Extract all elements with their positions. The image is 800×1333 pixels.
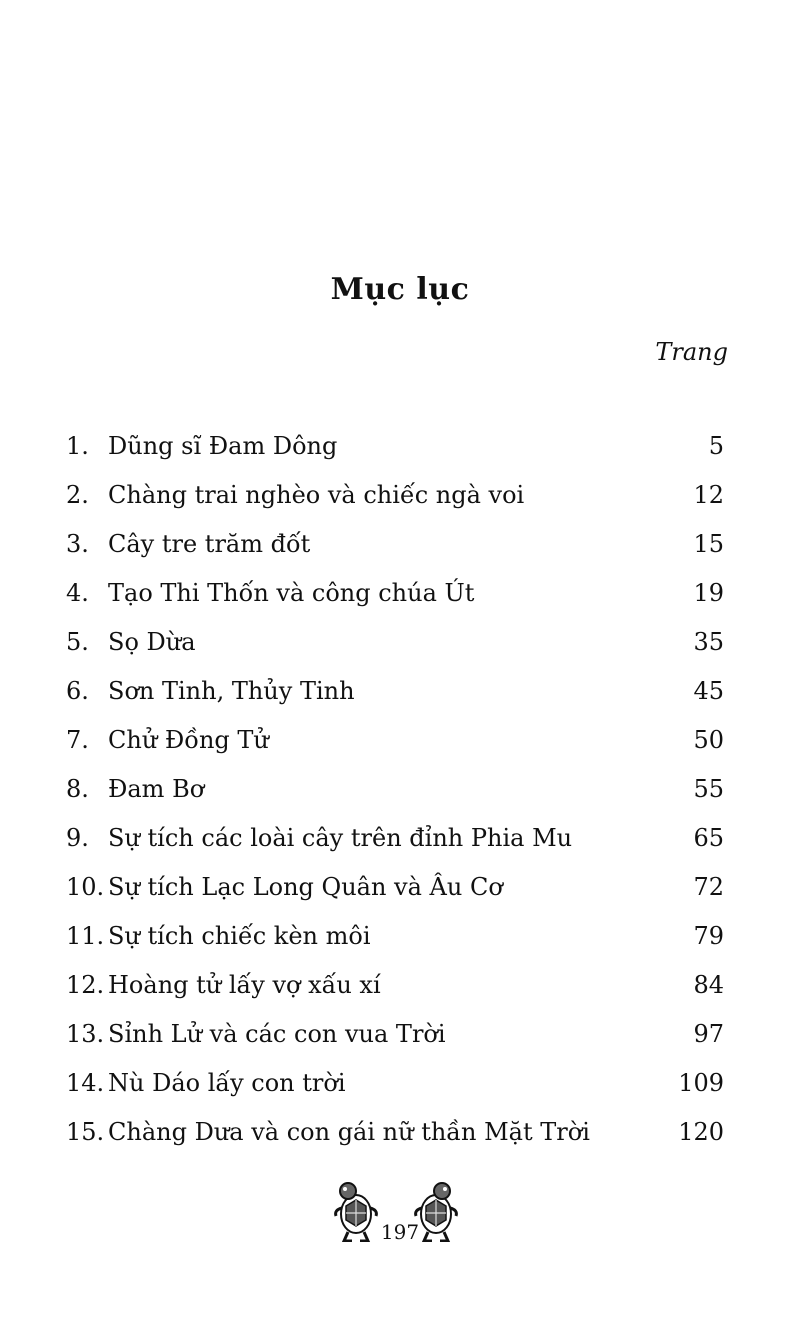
toc-number: 4. — [66, 579, 89, 607]
toc-page-number: 55 — [693, 775, 724, 803]
toc-title: Sơn Tinh, Thủy Tinh — [108, 677, 355, 705]
toc-page-number: 65 — [693, 824, 724, 852]
toc-page-number: 79 — [693, 922, 724, 950]
toc-number: 3. — [66, 530, 89, 558]
toc-entry[interactable] — [66, 1015, 724, 1064]
toc-number: 10. — [66, 873, 105, 901]
toc-page-number: 5 — [708, 432, 724, 460]
toc-number: 7. — [66, 726, 89, 754]
toc-title: Hoàng tử lấy vợ xấu xí — [108, 971, 381, 999]
toc-entry[interactable] — [66, 1113, 724, 1162]
toc-page-number: 45 — [693, 677, 724, 705]
toc-entry[interactable] — [66, 1064, 724, 1113]
page-title: Mục lục — [330, 272, 470, 307]
toc-entry[interactable] — [66, 819, 724, 868]
toc-entry[interactable] — [66, 672, 724, 721]
toc-entry[interactable] — [66, 623, 724, 672]
toc-title: Dũng sĩ Đam Dông — [108, 432, 338, 460]
toc-number: 15. — [66, 1118, 105, 1146]
toc-title: Chàng trai nghèo và chiếc ngà voi — [108, 481, 525, 509]
toc-title: Sọ Dừa — [108, 628, 196, 656]
toc-entry[interactable] — [66, 574, 724, 623]
table-of-contents — [66, 427, 724, 1162]
toc-number: 11. — [66, 922, 105, 950]
toc-title: Sự tích các loài cây trên đỉnh Phia Mu — [108, 824, 573, 852]
toc-title: Tạo Thi Thốn và công chúa Út — [108, 579, 475, 607]
toc-number: 1. — [66, 432, 89, 460]
toc-entry[interactable] — [66, 966, 724, 1015]
toc-number: 13. — [66, 1020, 105, 1048]
toc-number: 12. — [66, 971, 105, 999]
toc-title: Chàng Dưa và con gái nữ thần Mặt Trời — [108, 1118, 590, 1146]
toc-number: 5. — [66, 628, 89, 656]
toc-title: Nù Dáo lấy con trời — [108, 1069, 346, 1097]
toc-entry[interactable] — [66, 427, 724, 476]
toc-title: Sự tích Lạc Long Quân và Âu Cơ — [108, 873, 503, 901]
toc-page-number: 84 — [693, 971, 724, 999]
toc-number: 14. — [66, 1069, 105, 1097]
toc-page-number: 97 — [693, 1020, 724, 1048]
toc-number: 8. — [66, 775, 89, 803]
toc-number: 6. — [66, 677, 89, 705]
toc-page-number: 12 — [693, 481, 724, 509]
toc-entry[interactable] — [66, 868, 724, 917]
toc-title: Chử Đồng Tử — [108, 726, 269, 754]
toc-entry[interactable] — [66, 525, 724, 574]
toc-title: Sỉnh Lử và các con vua Trời — [108, 1020, 446, 1048]
toc-title: Sự tích chiếc kèn môi — [108, 922, 371, 950]
toc-entry[interactable] — [66, 917, 724, 966]
toc-entry[interactable] — [66, 770, 724, 819]
toc-page-number: 50 — [693, 726, 724, 754]
toc-title: Cây tre trăm đốt — [108, 530, 311, 558]
toc-page-number: 72 — [693, 873, 724, 901]
toc-page-number: 35 — [693, 628, 724, 656]
toc-page-number: 19 — [693, 579, 724, 607]
page-number: 197 — [380, 1220, 420, 1244]
toc-number: 2. — [66, 481, 89, 509]
toc-page-number: 15 — [693, 530, 724, 558]
toc-title: Đam Bơ — [108, 775, 205, 803]
page-column-label: Trang — [655, 338, 728, 366]
page-footer — [0, 1180, 800, 1250]
toc-page-number: 109 — [678, 1069, 724, 1097]
toc-page-number: 120 — [678, 1118, 724, 1146]
toc-number: 9. — [66, 824, 89, 852]
toc-entry[interactable] — [66, 721, 724, 770]
toc-entry[interactable] — [66, 476, 724, 525]
